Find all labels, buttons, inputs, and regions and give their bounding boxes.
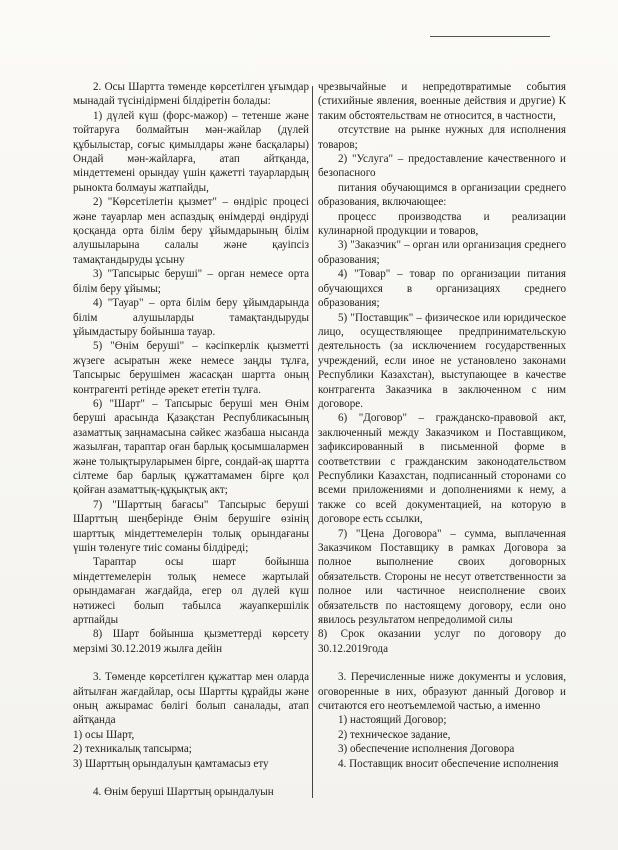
russian-paragraph: 4) "Товар" – товар по организации питания обучающихся в организациях среднего образования; bbox=[318, 268, 566, 310]
kazakh-paragraph: 8) Шарт бойынша қызметтерді көрсету мерзімі 30.12.2019 жылға дейін bbox=[73, 628, 309, 655]
russian-paragraph: 2) техническое задание, bbox=[338, 728, 451, 741]
kazakh-paragraph: 4. Өнім беруші Шарттың орындалуын bbox=[93, 786, 274, 799]
kazakh-paragraph: Тараптар осы шарт бойынша міндеттемелерін толық немесе жартылай орындамаған жағдайда, егер ол дүлей күш нәтижесі болып табылса жауапкершілік артпайды bbox=[73, 556, 309, 627]
kazakh-paragraph: 1) дүлей күш (форс-мажор) – тетенше және тойтаруға болмайтын мән-жайлар (дүлей құбылыстар, соғыс қимылдары және басқалары) Ондай мән-жайларға, атап айтқанда, міндеттемені орындау үшін қажетті тауарлардың рынокта болмауы жатпайды, bbox=[73, 109, 309, 194]
kazakh-paragraph: 3. Төменде көрсетілген құжаттар мен оларда айтылған жағдайлар, осы Шартты құрайды және оның ажырамас бөлігі болып саналады, атап айтқанда bbox=[73, 671, 309, 727]
russian-paragraph: 3. Перечисленные ниже документы и условия, оговоренные в них, образуют данный Договор и считаются его неотъемлемой частью, а именно bbox=[318, 671, 566, 713]
russian-paragraph: 8) Срок оказании услуг по договору до 30.12.2019года bbox=[318, 628, 566, 655]
russian-paragraph: 3) обеспечение исполнения Договора bbox=[338, 743, 515, 756]
russian-paragraph: 6) "Договор" – гражданско-правовой акт, заключенный между Заказчиком и Поставщиком, зафиксированный в письменной форме в соответствии с гражданским законодательством Республики Казахстан, подписанный сторонами со всеми приложениями и дополнениями к нему, а также со всей документацией, на которую в договоре есть ссылки, bbox=[318, 412, 566, 526]
section-spacer bbox=[318, 656, 566, 670]
russian-paragraph: отсутствие на рынке нужных для исполнения товаров; bbox=[318, 124, 566, 151]
russian-paragraph: чрезвычайные и непредотвратимые события (стихийные явления, военные действия и другие) К таким обстоятельствам не относится, в частности, bbox=[318, 81, 566, 122]
kazakh-paragraph: 4) "Тауар" – орта білім беру ұйымдарында білім алушыларды тамақтандыруды ұйымдастыру бойынша тауар. bbox=[73, 297, 309, 338]
kazakh-paragraph: 3) "Тапсырыс беруші" – орган немесе орта білім беру ұйымы; bbox=[73, 268, 309, 295]
kazakh-paragraph: 2) техникалық тапсырма; bbox=[73, 743, 192, 756]
kazakh-paragraph: 6) "Шарт" – Тапсырыс беруші мен Өнім беруші арасында Қазақстан Республикасының азаматтық заңнамасына сәйкес жазбаша нысанда жазылған, тараптар оған барлық қосымшалармен және толықтыруларымен бірге, сондай-ақ шартта сілтеме бар барлық құжаттамамен бірге қол қойған азаматтық-құқықтық акт; bbox=[73, 397, 309, 497]
header-rule bbox=[430, 36, 550, 37]
kazakh-paragraph: 1) осы Шарт, bbox=[73, 728, 135, 741]
kazakh-paragraph: 5) "Өнім беруші" – кәсіпкерлік қызметті жүзеге асыратын жеке немесе заңды тұлға, Тапсырыс берушімен жасасқан шартта оның контрагенті ретінде әрекет ететін тұлға. bbox=[73, 340, 309, 396]
left-column-kazakh bbox=[73, 80, 309, 800]
russian-paragraph: 1) настоящий Договор; bbox=[338, 714, 447, 727]
russian-paragraph: 4. Поставщик вносит обеспечение исполнения bbox=[338, 757, 559, 770]
kazakh-paragraph: 7) "Шарттың бағасы" Тапсырыс беруші Шарттың шеңберінде Өнім берушіге өзінің шарттық міндеттемелерін толық орындағаны үшін төленуге тиіс соманы білдіреді; bbox=[73, 498, 309, 554]
column-divider bbox=[312, 86, 313, 798]
kazakh-paragraph: 2) "Көрсетілетін қызмет" – өндіріс процесі және тауарлар мен аспаздық өнімдерді өндіруді қосқанда орта білім беру ұйымдарының білім алушыларына салалы және қауіпсіз тамақтандыруды ұсыну bbox=[73, 196, 309, 266]
section-spacer bbox=[73, 656, 309, 670]
section-spacer bbox=[73, 771, 309, 785]
russian-paragraph: процесс производства и реализации кулинарной продукции и товаров, bbox=[318, 210, 566, 238]
russian-paragraph: 5) "Поставщик" – физическое или юридическое лицо, осуществляющее предпринимательскую деятельность (за исключением государственных учреждений, если иное не установлено законами Республики Казахстан), выступающее в качестве контрагента Заказчика в заключенном с ним договоре. bbox=[318, 311, 566, 410]
kazakh-paragraph: 3) Шарттың орындалуын қамтамасыз ету bbox=[73, 757, 269, 770]
russian-paragraph: 7) "Цена Договора" – сумма, выплаченная Заказчиком Поставщику в рамках Договора за полное выполнение своих договорных обязательств. Стороны не несут ответственности за полное или частичное неисполнение своих обязательств по настоящему договору, если оно явилось результатом непредолимой силы bbox=[318, 527, 566, 627]
kazakh-paragraph: 2. Осы Шартта төменде көрсетілген ұғымдар мынадай түсінідірмені білдіретін болады: bbox=[73, 81, 309, 108]
right-column-russian bbox=[318, 80, 566, 771]
russian-paragraph: 3) "Заказчик" – орган или организация среднего образования; bbox=[318, 239, 566, 266]
russian-paragraph: 2) "Услуга" – предоставление качественного и безопасного bbox=[318, 153, 566, 180]
russian-paragraph: питания обучающимся в организации среднего образования, включающее: bbox=[318, 181, 566, 209]
